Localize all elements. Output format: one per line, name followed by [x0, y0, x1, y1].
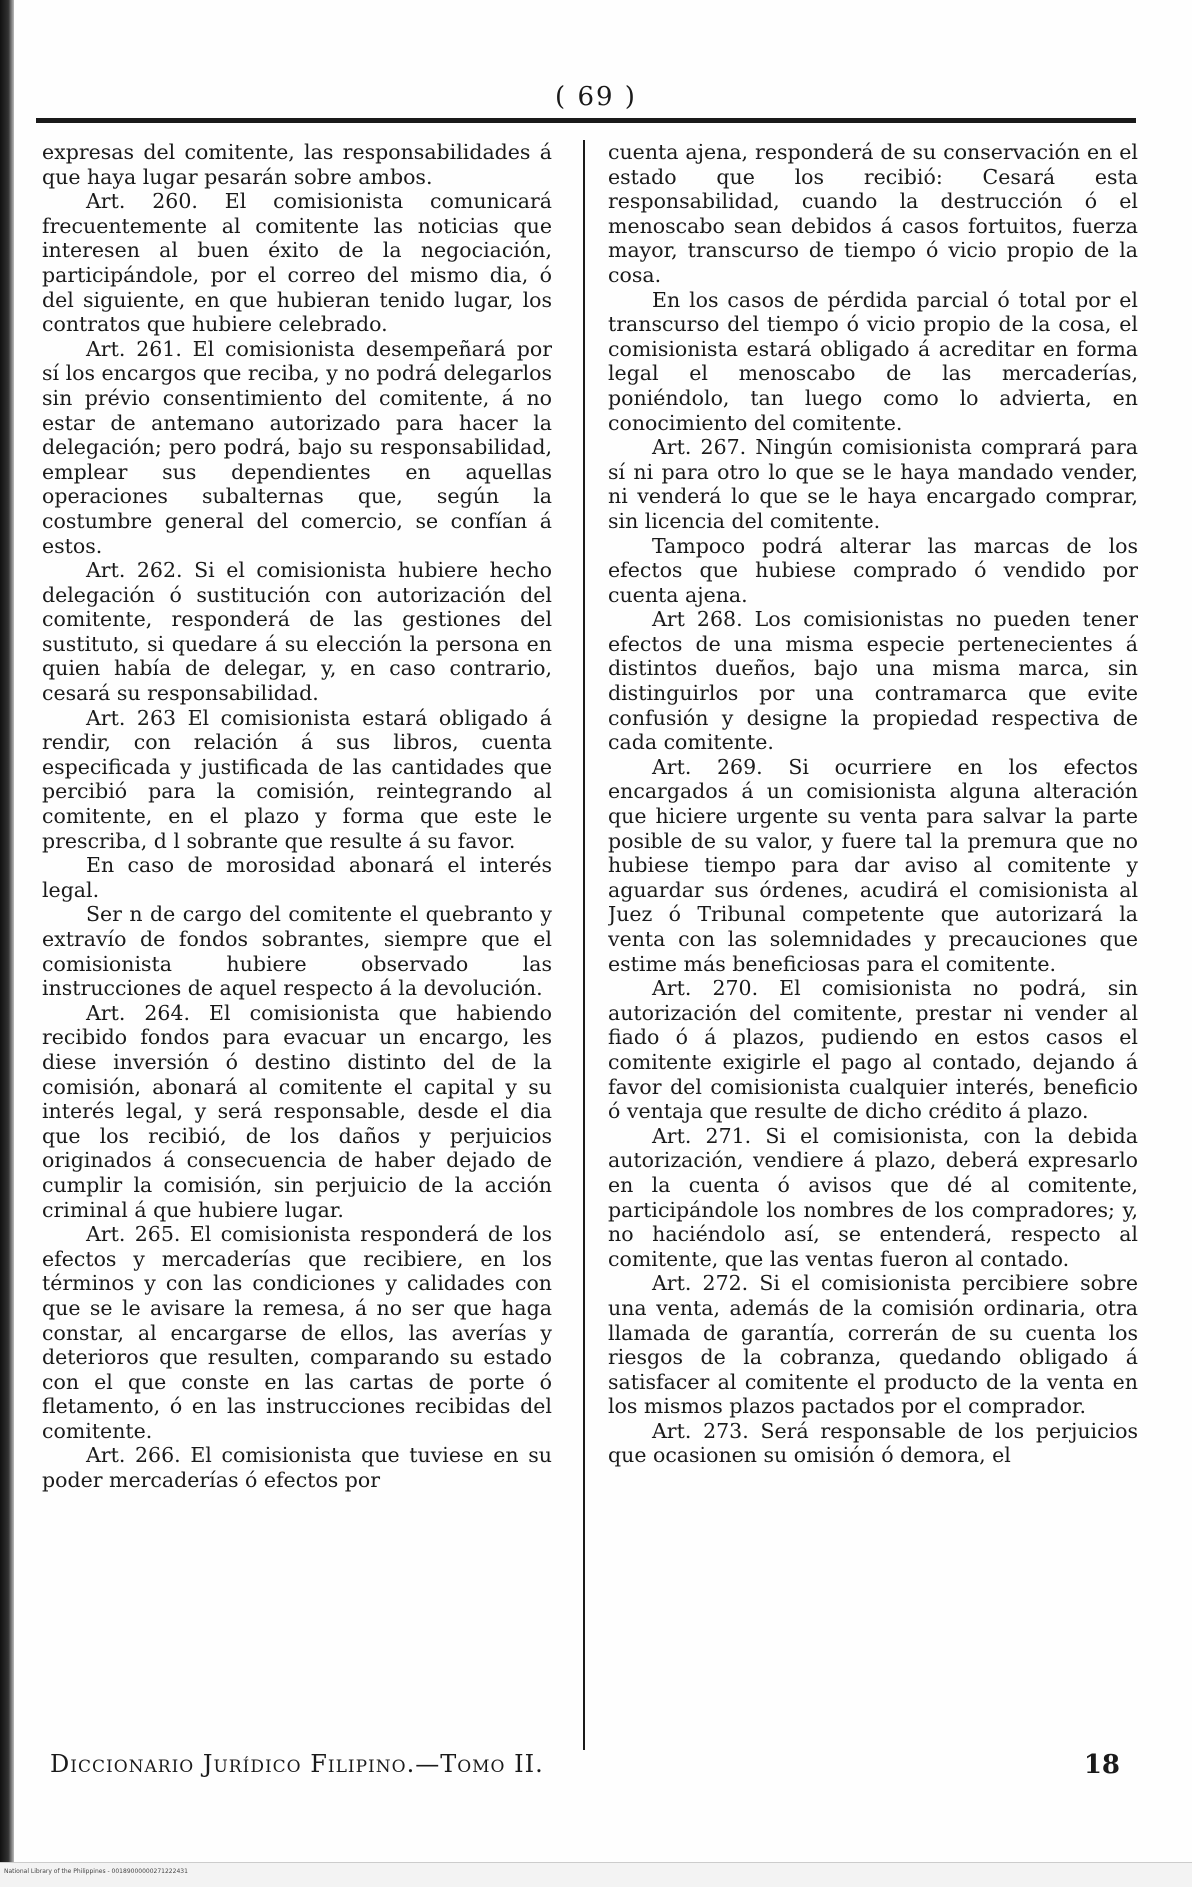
page-number: ( 69 )	[555, 82, 637, 112]
paragraph: Art. 267. Ningún comisionista comprará para sí ni para otro lo que se le haya mandado vender, ni venderá lo que se le haya encargado comprar, sin licencia del comitente.	[608, 435, 1138, 533]
left-text-column	[42, 140, 552, 1780]
paragraph: cuenta ajena, responderá de su conservación en el estado que los recibió: Cesará esta responsabilidad, cuando la destrucción ó el menoscabo sean debidos á casos fortuitos, fuerza mayor, transcurso de tiempo ó vicio propio de la cosa.	[608, 140, 1138, 287]
scan-caption: National Library of the Philippines - 00189000000271222431	[4, 1868, 188, 1875]
paragraph: Art. 273. Será responsable de los perjuicios que ocasionen su omisión ó demora, el	[608, 1418, 1138, 1468]
page-footer	[50, 1750, 1140, 1786]
paragraph: Art. 261. El comisionista desempeñará por sí los encargos que reciba, y no podrá delegarlos sin prévio consentimiento del comitente, á no estar de antemano autorizado para hacer la delegación; pero podrá, bajo su responsabilidad, emplear sus dependientes en aquellas operaciones subalternas que, según la costumbre general del comercio, se confían á estos.	[42, 336, 552, 558]
paragraph: Tampoco podrá alterar las marcas de los efectos que hubiese comprado ó vendido por cuenta ajena.	[608, 533, 1138, 607]
header-rule	[36, 118, 1136, 123]
paragraph: Art 268. Los comisionistas no pueden tener efectos de una misma especie pertenecientes á distintos dueños, bajo una misma marca, sin distinguirlos por una contramarca que evite confusión y designe la propiedad respectiva de cada comitente.	[608, 607, 1138, 755]
scan-binding-edge	[0, 0, 14, 1886]
paragraph: Art. 271. Si el comisionista, con la debida autorización, vendiere á plazo, deberá expresarlo en la cuenta ó avisos que dé al comitente, participándole los nombres de los compradores; y, no haciéndolo así, se entenderá, respecto al comitente, que las ventas fueron al contado.	[608, 1123, 1138, 1271]
paragraph: Art. 272. Si el comisionista percibiere sobre una venta, además de la comisión ordinaria, otra llamada de garantía, correrán de su cuenta los riesgos de la cobranza, quedando obligado á satisfacer al comitente el producto de la venta en los mismos plazos pactados por el comprador.	[608, 1271, 1138, 1419]
paragraph: Art. 262. Si el comisionista hubiere hecho delegación ó sustitución con autorización del comitente, responderá de las gestiones del sustituto, si quedare á su elección la persona en quien había de delegar, y, en caso contrario, cesará su responsabilidad.	[42, 558, 552, 706]
paragraph: Art. 264. El comisionista que habiendo recibido fondos para evacuar un encargo, les diese inversión ó destino distinto del de la comisión, abonará al comitente el capital y su interés legal, y será responsable, desde el dia que los recibió, de los daños y perjuicios originados á consecuencia de haber dejado de cumplir la comisión, sin perjuicio de la acción criminal á que hubiere lugar.	[42, 1000, 552, 1222]
column-divider	[583, 140, 585, 1750]
paragraph: Art. 266. El comisionista que tuviese en su poder mercaderías ó efectos por	[42, 1443, 552, 1493]
paragraph: Art. 263 El comisionista estará obligado á rendir, con relación á sus libros, cuenta especificada y justificada de las cantidades que percibió para la comisión, reintegrando al comitente, en el plazo y forma que este le prescriba, d l sobrante que resulte á su favor.	[42, 705, 552, 853]
footer-running-title: Diccionario Jurídico Filipino.—Tomo II.	[50, 1750, 544, 1778]
paragraph: expresas del comitente, las responsabilidades á que haya lugar pesarán sobre ambos.	[42, 140, 552, 189]
signature-mark: 18	[1083, 1750, 1120, 1780]
paragraph: Ser n de cargo del comitente el quebranto y extravío de fondos sobrantes, siempre que el comisionista hubiere observado las instrucciones de aquel respecto á la devolución.	[42, 902, 552, 1001]
paragraph: En los casos de pérdida parcial ó total por el transcurso del tiempo ó vicio propio de la cosa, el comisionista estará obligado á acreditar en forma legal el menoscabo de las mercaderías, poniéndolo, tan luego como lo advierta, en conocimiento del comitente.	[608, 287, 1138, 435]
paragraph: En caso de morosidad abonará el interés legal.	[42, 853, 552, 902]
paragraph: Art. 270. El comisionista no podrá, sin autorización del comitente, prestar ni vender al fiado ó á plazos, pudiendo en estos casos el comitente exigirle el pago al contado, dejando á favor del comisionista cualquier interés, beneficio ó ventaja que resulte de dicho crédito á plazo.	[608, 976, 1138, 1124]
paragraph: Art. 269. Si ocurriere en los efectos encargados á un comisionista alguna alteración que hiciere urgente su venta para salvar la parte posible de su valor, y fuere tal la premura que no hubiese tiempo para dar aviso al comitente y aguardar sus órdenes, acudirá el comisionista al Juez ó Tribunal competente que autorizará la venta con las solemnidades y precauciones que estime más beneficiosas para el comitente.	[608, 754, 1138, 976]
right-text-column	[608, 140, 1138, 1780]
paragraph: Art. 265. El comisionista responderá de los efectos y mercaderías que recibiere, en los términos y con las condiciones y calidades con que se le avisare la remesa, á no ser que haga constar, al encargarse de ellos, las averías y deterioros que resulten, comparando su estado con el que conste en las cartas de porte ó fletamento, ó en las instrucciones recibidas del comitente.	[42, 1222, 552, 1443]
paragraph: Art. 260. El comisionista comunicará frecuentemente al comitente las noticias que interesen al buen éxito de la negociación, participándole, por el correo del mismo dia, ó del siguiente, en que hubieran tenido lugar, los contratos que hubiere celebrado.	[42, 189, 552, 337]
